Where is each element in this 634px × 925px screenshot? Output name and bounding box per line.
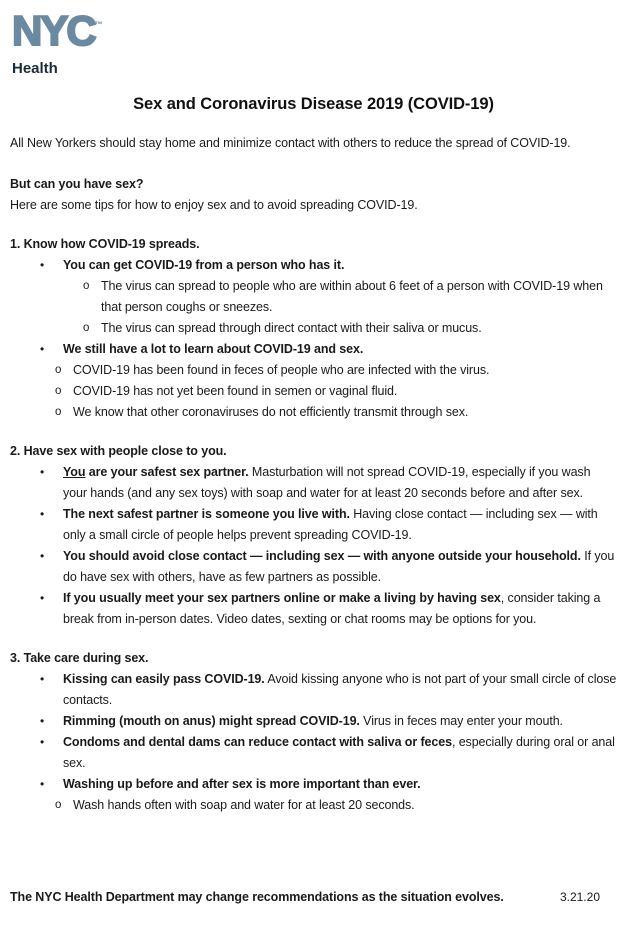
sub-bullet-text: We know that other coronaviruses do not efficiently transmit through sex.: [73, 405, 469, 419]
bold-lead-text: You should avoid close contact — including sex — with anyone outside your household.: [63, 549, 581, 563]
bullet-text: [63, 255, 617, 276]
bullet-icon: •: [40, 507, 45, 521]
section: [10, 234, 617, 423]
nyc-logo-text: NYC: [12, 7, 95, 54]
trademark-icon: ™: [94, 20, 103, 29]
bullet-item: [10, 774, 617, 795]
regular-text: , consider taking a break from in-person dates. Video dates, sexting or chat rooms may be options for you.: [63, 591, 601, 626]
document-title: Sex and Coronavirus Disease 2019 (COVID-19): [133, 95, 494, 113]
bullet-icon: •: [40, 735, 45, 749]
circle-bullet-icon: o: [55, 385, 62, 397]
bullet-icon: •: [40, 714, 45, 728]
regular-text: Virus in feces may enter your mouth.: [359, 714, 563, 728]
bullet-text: [63, 462, 617, 504]
nyc-logo-row: [12, 6, 617, 60]
question-subtext: Here are some tips for how to enjoy sex and to avoid spreading COVID-19.: [10, 198, 418, 212]
circle-bullet-icon: o: [83, 280, 90, 292]
bullet-text: [63, 669, 617, 711]
footer: [10, 887, 600, 908]
sub-bullet-item: [10, 276, 617, 318]
sub-bullet-text: COVID-19 has been found in feces of people who are infected with the virus.: [73, 363, 490, 377]
sub-bullet-item: [10, 318, 617, 339]
bullet-text: [63, 774, 617, 795]
bullet-item: [10, 732, 617, 774]
bullet-item: [10, 669, 617, 711]
bullet-icon: •: [40, 465, 45, 479]
nyc-health-logo: [10, 6, 617, 77]
bullet-icon: •: [40, 591, 45, 605]
footer-date: 3.21.20: [559, 890, 600, 904]
sub-bullet-item: [10, 381, 617, 402]
sub-bullet-item: [10, 360, 617, 381]
regular-text: Having close contact — including sex — with only a small circle of people helps prevent spreading COVID-19.: [63, 507, 598, 542]
bullet-item: [10, 504, 617, 546]
sub-bullet-item: [10, 402, 617, 423]
section-heading: 2. Have sex with people close to you.: [10, 444, 227, 458]
sections: [10, 234, 617, 816]
circle-bullet-icon: o: [55, 364, 62, 376]
footer-note: The NYC Health Department may change recommendations as the situation evolves.: [10, 890, 504, 904]
bullet-item: [10, 546, 617, 588]
bullet-text: [63, 339, 617, 360]
bold-lead-text: Condoms and dental dams can reduce contact with saliva or feces: [63, 735, 452, 749]
bullet-text: [63, 588, 617, 630]
logo-health-label: Health: [12, 60, 58, 77]
bullet-text: [63, 504, 617, 546]
section: [10, 648, 617, 816]
question-heading: But can you have sex?: [10, 177, 144, 191]
bullet-item: [10, 711, 617, 732]
regular-text: Masturbation will not spread COVID-19, especially if you wash your hands (and any sex toys) with soap and water for at least 20 seconds before and after sex.: [63, 465, 591, 500]
bullet-item: [10, 588, 617, 630]
bullet-icon: •: [40, 342, 45, 356]
circle-bullet-icon: o: [55, 406, 62, 418]
bold-lead-text: You can get COVID-19 from a person who has it.: [63, 258, 345, 272]
bold-lead-text: We still have a lot to learn about COVID-19 and sex.: [63, 342, 364, 356]
section-heading: 1. Know how COVID-19 spreads.: [10, 237, 200, 251]
section-heading: 3. Take care during sex.: [10, 651, 149, 665]
bullet-item: [10, 339, 617, 360]
bullet-item: [10, 255, 617, 276]
bold-lead-text: are your safest sex partner.: [85, 465, 249, 479]
regular-text: If you do have sex with others, have as few partners as possible.: [63, 549, 615, 584]
intro-paragraph: All New Yorkers should stay home and minimize contact with others to reduce the spread of COVID-19.: [10, 136, 571, 150]
bullet-icon: •: [40, 777, 45, 791]
underlined-text: You: [63, 465, 86, 479]
bullet-item: [10, 462, 617, 504]
question-block: [10, 174, 617, 216]
bold-lead-text: The next safest partner is someone you live with.: [63, 507, 350, 521]
regular-text: Avoid kissing anyone who is not part of your small circle of close contacts.: [63, 672, 617, 707]
circle-bullet-icon: o: [55, 799, 62, 811]
sub-bullet-text: The virus can spread to people who are within about 6 feet of a person with COVID-19 when that person coughs or sneezes.: [101, 279, 603, 314]
bold-lead-text: If you usually meet your sex partners online or make a living by having sex: [63, 591, 501, 605]
intro-block: [10, 133, 617, 216]
section: [10, 441, 617, 630]
bold-lead-text: Rimming (mouth on anus) might spread COVID-19.: [63, 714, 360, 728]
bullet-text: [63, 546, 617, 588]
bullet-icon: •: [40, 672, 45, 686]
sub-bullet-text: Wash hands often with soap and water for at least 20 seconds.: [73, 798, 415, 812]
bold-lead-text: Washing up before and after sex is more important than ever.: [63, 777, 421, 791]
bullet-text: [63, 711, 617, 732]
bullet-icon: •: [40, 258, 45, 272]
bullet-icon: •: [40, 549, 45, 563]
sub-bullet-text: The virus can spread through direct contact with their saliva or mucus.: [101, 321, 482, 335]
sub-bullet-text: COVID-19 has not yet been found in semen or vaginal fluid.: [73, 384, 398, 398]
regular-text: , especially during oral or anal sex.: [63, 735, 615, 770]
bullet-text: [63, 732, 617, 774]
sub-bullet-item: [10, 795, 617, 816]
circle-bullet-icon: o: [83, 322, 90, 334]
bold-lead-text: Kissing can easily pass COVID-19.: [63, 672, 265, 686]
